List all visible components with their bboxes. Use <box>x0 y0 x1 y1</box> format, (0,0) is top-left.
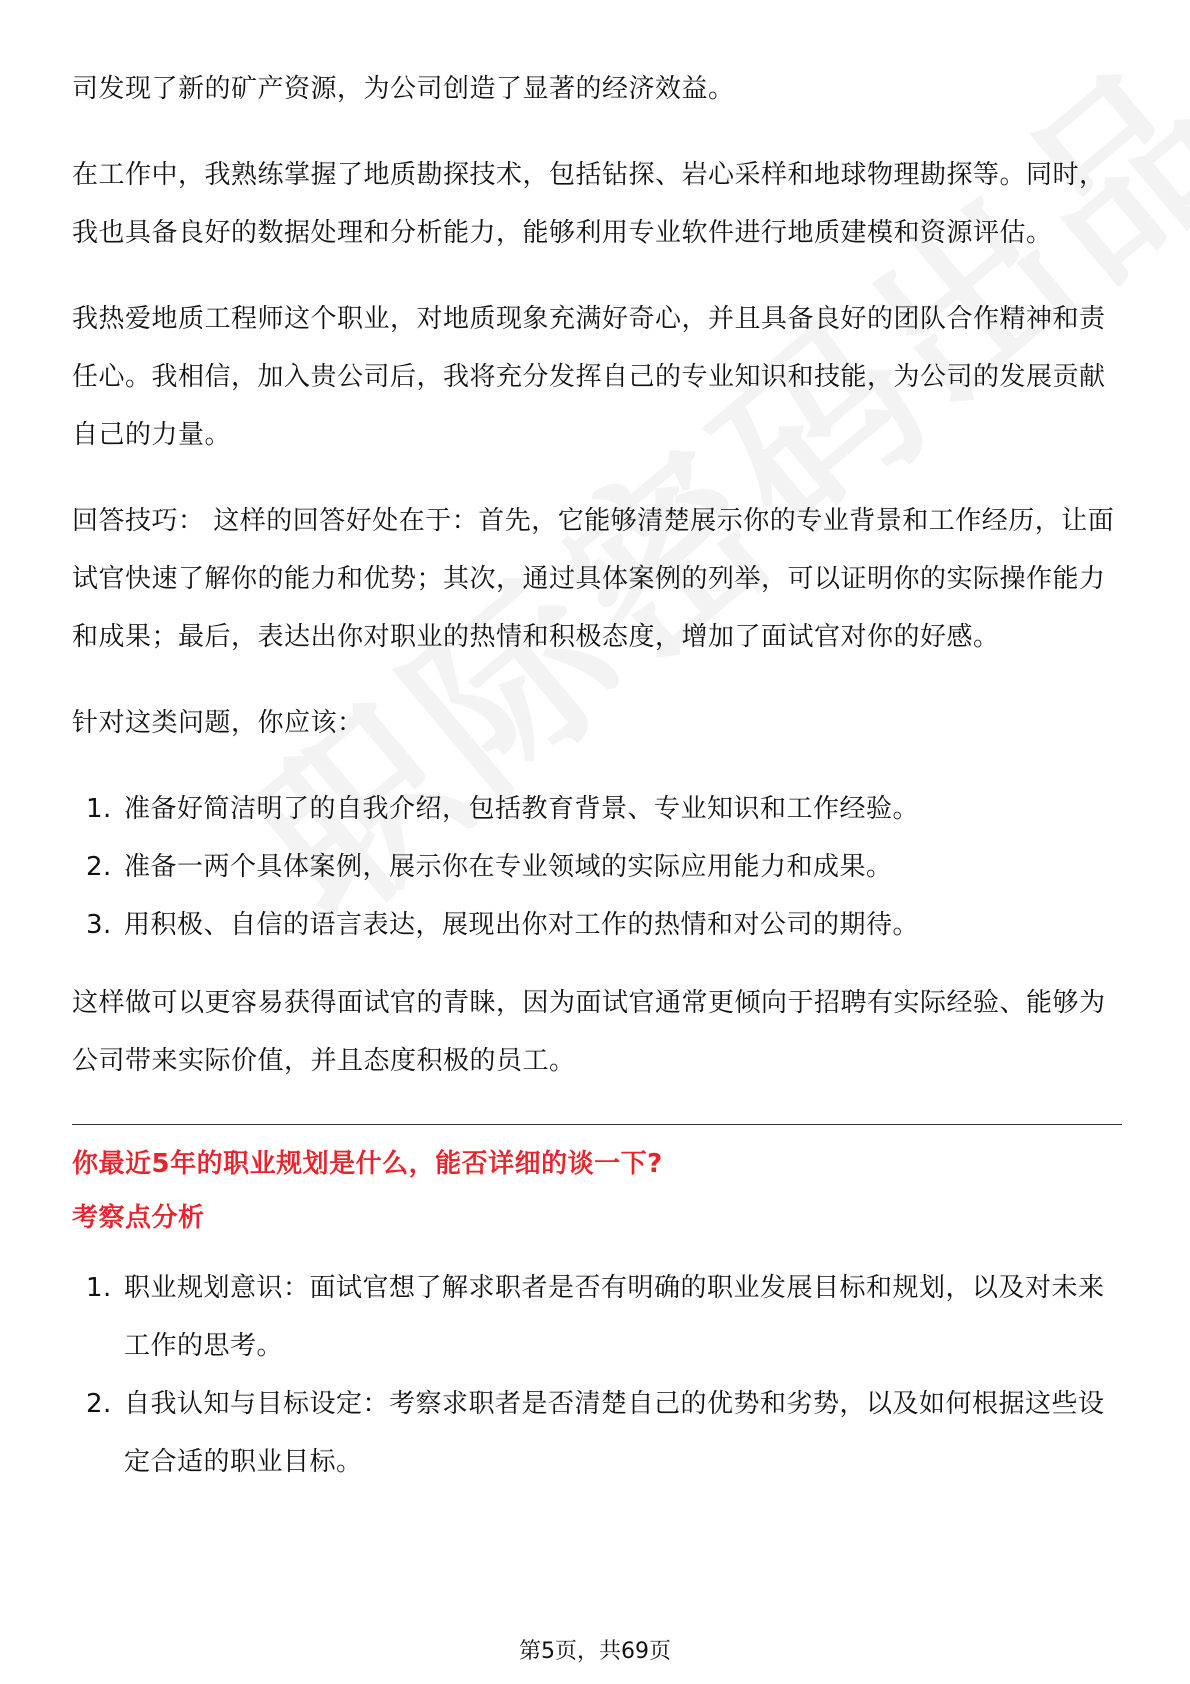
list-item-text: 准备好简洁明了的自我介绍，包括教育背景、专业知识和工作经验。 <box>124 794 920 824</box>
list-number: 2. <box>86 1389 112 1419</box>
section-divider <box>72 1124 1122 1125</box>
list-item <box>72 1375 1122 1491</box>
list-item <box>72 1259 1122 1375</box>
paragraph-skills: 在工作中，我熟练掌握了地质勘探技术，包括钻探、岩心采样和地球物理勘探等。同时，我也具备良好的数据处理和分析能力，能够利用专业软件进行地质建模和资源评估。 <box>72 160 1106 248</box>
list-item-text: 职业规划意识：面试官想了解求职者是否有明确的职业发展目标和规划，以及对未来工作的思考。 <box>124 1273 1105 1361</box>
analysis-heading: 考察点分析 <box>72 1203 205 1233</box>
list-number: 3. <box>86 910 112 940</box>
page-footer: 第5页，共69页 <box>519 1639 671 1664</box>
list-number: 2. <box>86 852 112 882</box>
list-item <box>72 780 1122 838</box>
list-item-text: 自我认知与目标设定：考察求职者是否清楚自己的优势和劣势，以及如何根据这些设定合适的职业目标。 <box>124 1389 1105 1477</box>
document-page <box>72 60 1122 1511</box>
paragraph-answer-tips: 回答技巧： 这样的回答好处在于：首先，它能够清楚展示你的专业背景和工作经历，让面试官快速了解你的能力和优势；其次，通过具体案例的列举，可以证明你的实际操作能力和成果；最后，表达出你对职业的热情和积极态度，增加了面试官对你的好感。 <box>72 506 1115 652</box>
paragraph-advice-intro: 针对这类问题，你应该： <box>72 708 364 738</box>
paragraph-passion: 我热爱地质工程师这个职业，对地质现象充满好奇心，并且具备良好的团队合作精神和责任心。我相信，加入贵公司后，我将充分发挥自己的专业知识和技能，为公司的发展贡献自己的力量。 <box>72 304 1106 450</box>
list-item-text: 用积极、自信的语言表达，展现出你对工作的热情和对公司的期待。 <box>124 910 920 940</box>
list-number: 1. <box>86 794 112 824</box>
advice-list <box>72 780 1122 954</box>
paragraph-continuation: 司发现了新的矿产资源，为公司创造了显著的经济效益。 <box>72 74 735 104</box>
list-item-text: 准备一两个具体案例，展示你在专业领域的实际应用能力和成果。 <box>124 852 893 882</box>
analysis-list <box>72 1259 1122 1491</box>
question-title: 你最近5年的职业规划是什么，能否详细的谈一下? <box>72 1149 663 1179</box>
list-number: 1. <box>86 1273 112 1303</box>
list-item <box>72 896 1122 954</box>
paragraph-closing: 这样做可以更容易获得面试官的青睐，因为面试官通常更倾向于招聘有实际经验、能够为公司带来实际价值，并且态度积极的员工。 <box>72 988 1106 1076</box>
list-item <box>72 838 1122 896</box>
